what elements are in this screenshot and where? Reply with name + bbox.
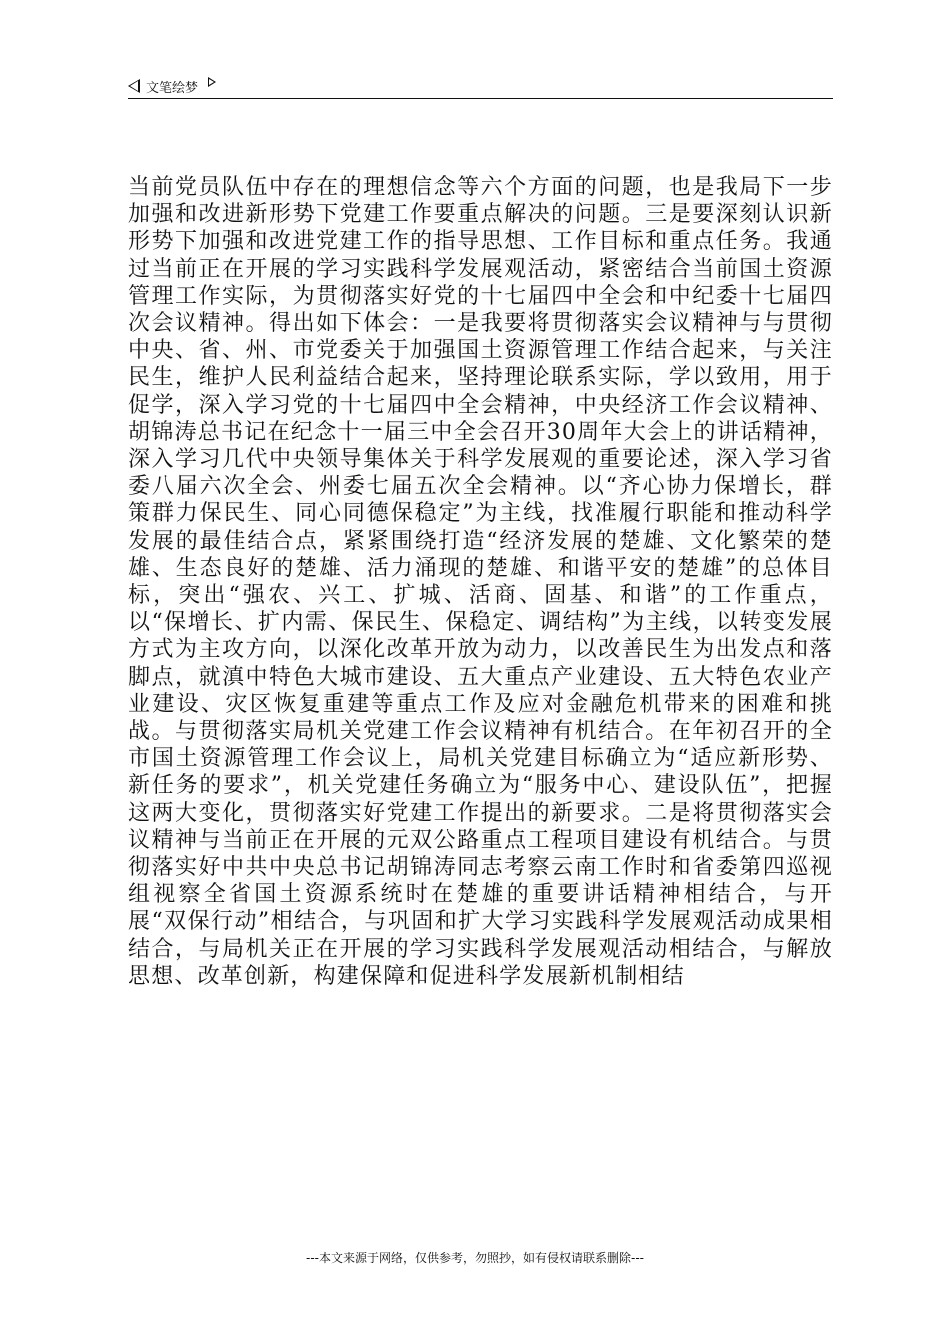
page-header (128, 74, 833, 98)
triangle-right-icon (208, 77, 216, 87)
body-paragraph: 当前党员队伍中存在的理想信念等六个方面的问题，也是我局下一步加强和改进新形势下党建工作要重点解决的问题。三是要深刻认识新形势下加强和改进党建工作的指导思想、工作目标和重点任务。我通过当前正在开展的学习实践科学发展观活动，紧密结合当前国土资源管理工作实际，为贯彻落实好党的十七届四中全会和中纪委十七届四次会议精神。得出如下体会：一是我要将贯彻落实会议精神与与贯彻中央、省、州、市党委关于加强国土资源管理工作结合起来，与关注民生，维护人民利益结合起来，坚持理论联系实际，学以致用，用于促学，深入学习党的十七届四中全会精神，中央经济工作会议精神、胡锦涛总书记在纪念十一届三中全会召开30周年大会上的讲话精神，深入学习几代中央领导集体关于科学发展观的重要论述，深入学习省委八届六次全会、州委七届五次全会精神。以“齐心协力保增长，群策群力保民生、同心同德保稳定”为主线，找准履行职能和推动科学发展的最佳结合点，紧紧围绕打造“经济发展的楚雄、文化繁荣的楚雄、生态良好的楚雄、活力涌现的楚雄、和谐平安的楚雄”的总体目标，突出“强农、兴工、扩城、活商、固基、和谐”的工作重点，以“保增长、扩内需、保民生、保稳定、调结构”为主线，以转变发展方式为主攻方向，以深化改革开放为动力，以改善民生为出发点和落脚点，就滇中特色大城市建设、五大重点产业建设、五大特色农业产业建设、灾区恢复重建等重点工作及应对金融危机带来的困难和挑战。与贯彻落实局机关党建工作会议精神有机结合。在年初召开的全市国土资源管理工作会议上，局机关党建目标确立为“适应新形势、新任务的要求”，机关党建任务确立为“服务中心、建设队伍”，把握这两大变化，贯彻落实好党建工作提出的新要求。二是将贯彻落实会议精神与当前正在开展的元双公路重点工程项目建设有机结合。与贯彻落实好中共中央总书记胡锦涛同志考察云南工作时和省委第四巡视组视察全省国土资源系统时在楚雄的重要讲话精神相结合，与开展“双保行动”相结合，与巩固和扩大学习实践科学发展观活动成果相结合，与局机关正在开展的学习实践科学发展观活动相结合，与解放思想、改革创新，构建保障和促进科学发展新机制相结 (128, 175, 833, 989)
footer-disclaimer: ---本文来源于网络，仅供参考，勿照抄，如有侵权请联系删除--- (306, 1251, 644, 1265)
header-divider (128, 98, 833, 99)
header-brand: 文笔绘梦 (146, 80, 199, 96)
triangle-left-icon (128, 79, 140, 93)
